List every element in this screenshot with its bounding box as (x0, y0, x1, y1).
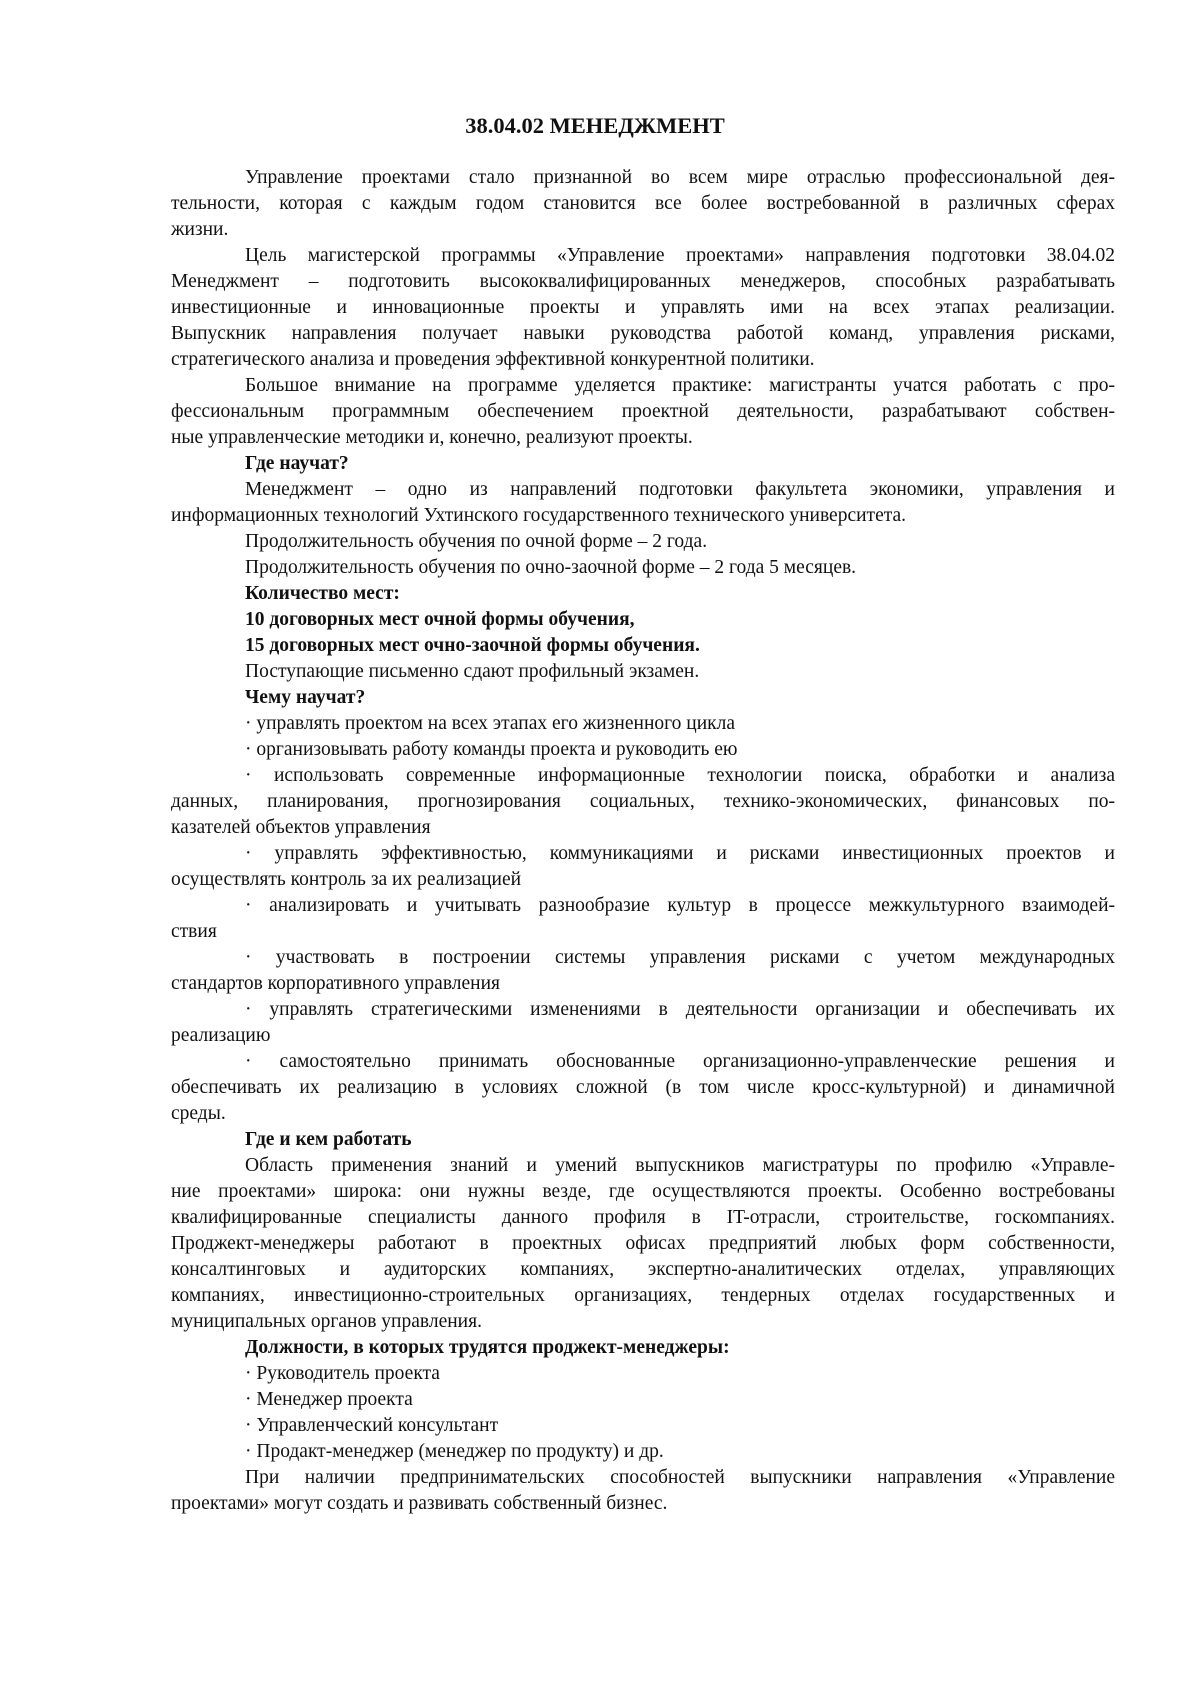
text-line: При наличии предпринимательских способностей выпускники направления «Управление (245, 1467, 1115, 1488)
list-item: · Продакт-менеджер (менеджер по продукту) и др. (245, 1441, 664, 1462)
text-line: Выпускник направления получает навыки руководства работой команд, управления рисками, (171, 323, 1115, 344)
text-line: ные управленческие методики и, конечно, реализуют проекты. (171, 427, 693, 448)
text-line: стандартов корпоративного управления (171, 973, 500, 994)
section-heading: Где и кем работать (245, 1129, 412, 1150)
text-line: стратегического анализа и проведения эффективной конкурентной политики. (171, 349, 815, 370)
text-line: Большое внимание на программе уделяется практике: магистранты учатся работать с про- (245, 375, 1115, 396)
list-item: · управлять эффективностью, коммуникациями и рисками инвестиционных проектов и (245, 843, 1115, 864)
list-item: · Руководитель проекта (245, 1363, 440, 1384)
text-line: Менеджмент – одно из направлений подготовки факультета экономики, управления и (245, 479, 1115, 500)
text-line: тельности, которая с каждым годом становится все более востребованной в различных сферах (171, 193, 1115, 214)
list-item: · анализировать и учитывать разнообразие культур в процессе межкультурного взаимодей- (245, 895, 1115, 916)
section-heading: Должности, в которых трудятся проджект-менеджеры: (245, 1337, 730, 1358)
document-title: 38.04.02 МЕНЕДЖМЕНТ (465, 113, 725, 138)
text-line: компаниях, инвестиционно-строительных организациях, тендерных отделах государственных и (171, 1285, 1115, 1306)
bold-line: 10 договорных мест очной формы обучения, (245, 609, 635, 630)
list-item: · участвовать в построении системы управления рисками с учетом международных (245, 947, 1115, 968)
text-line: реализацию (171, 1025, 271, 1046)
text-line: казателей объектов управления (171, 817, 431, 838)
text-line: обеспечивать их реализацию в условиях сложной (в том числе кросс-культурной) и динамичной (171, 1077, 1115, 1098)
list-item: · Управленческий консультант (245, 1415, 499, 1436)
text-line: Проджект-менеджеры работают в проектных офисах предприятий любых форм собственности, (171, 1233, 1115, 1254)
section-heading: Количество мест: (245, 583, 400, 604)
list-item: · самостоятельно принимать обоснованные организационно-управленческие решения и (245, 1051, 1115, 1072)
text-line: жизни. (171, 219, 229, 240)
text-line: Поступающие письменно сдают профильный экзамен. (245, 661, 700, 682)
list-item: · управлять проектом на всех этапах его жизненного цикла (245, 713, 736, 734)
text-line: Менеджмент – подготовить высококвалифицированных менеджеров, способных разрабатывать (171, 271, 1115, 292)
list-item: · использовать современные информационные технологии поиска, обработки и анализа (245, 765, 1115, 786)
text-line: ние проектами» широка: они нужны везде, где осуществляются проекты. Особенно востребованы (171, 1181, 1115, 1202)
list-item: · управлять стратегическими изменениями в деятельности организации и обеспечивать их (245, 999, 1115, 1020)
text-line: осуществлять контроль за их реализацией (171, 869, 522, 890)
text-line: фессиональным программным обеспечением проектной деятельности, разрабатывают собствен- (171, 401, 1115, 422)
text-line: информационных технологий Ухтинского государственного технического университета. (171, 505, 907, 526)
text-line: Продолжительность обучения по очной форме – 2 года. (245, 531, 708, 552)
text-line: ствия (171, 921, 217, 942)
section-heading: Где научат? (245, 453, 349, 474)
section-heading: Чему научат? (245, 687, 366, 708)
text-line: проектами» могут создать и развивать собственный бизнес. (171, 1493, 668, 1514)
text-line: среды. (171, 1103, 226, 1124)
list-item: · Менеджер проекта (245, 1389, 413, 1410)
text-line: Управление проектами стало признанной во всем мире отраслью профессиональной дея- (245, 167, 1115, 188)
text-line: муниципальных органов управления. (171, 1311, 482, 1332)
text-line: данных, планирования, прогнозирования социальных, технико-экономических, финансовых по- (171, 791, 1115, 812)
text-line: консалтинговых и аудиторских компаниях, экспертно-аналитических отделах, управляющих (171, 1259, 1115, 1280)
text-line: Цель магистерской программы «Управление проектами» направления подготовки 38.04.02 (245, 245, 1115, 266)
list-item: · организовывать работу команды проекта и руководить ею (245, 739, 738, 760)
text-line: квалифицированные специалисты данного профиля в IT-отрасли, строительстве, госкомпаниях. (171, 1207, 1115, 1228)
text-line: Область применения знаний и умений выпускников магистратуры по профилю «Управле- (245, 1155, 1115, 1176)
text-line: инвестиционные и инновационные проекты и управлять ими на всех этапах реализации. (171, 297, 1115, 318)
text-line: Продолжительность обучения по очно-заочной форме – 2 года 5 месяцев. (245, 557, 857, 578)
bold-line: 15 договорных мест очно-заочной формы обучения. (245, 635, 700, 656)
